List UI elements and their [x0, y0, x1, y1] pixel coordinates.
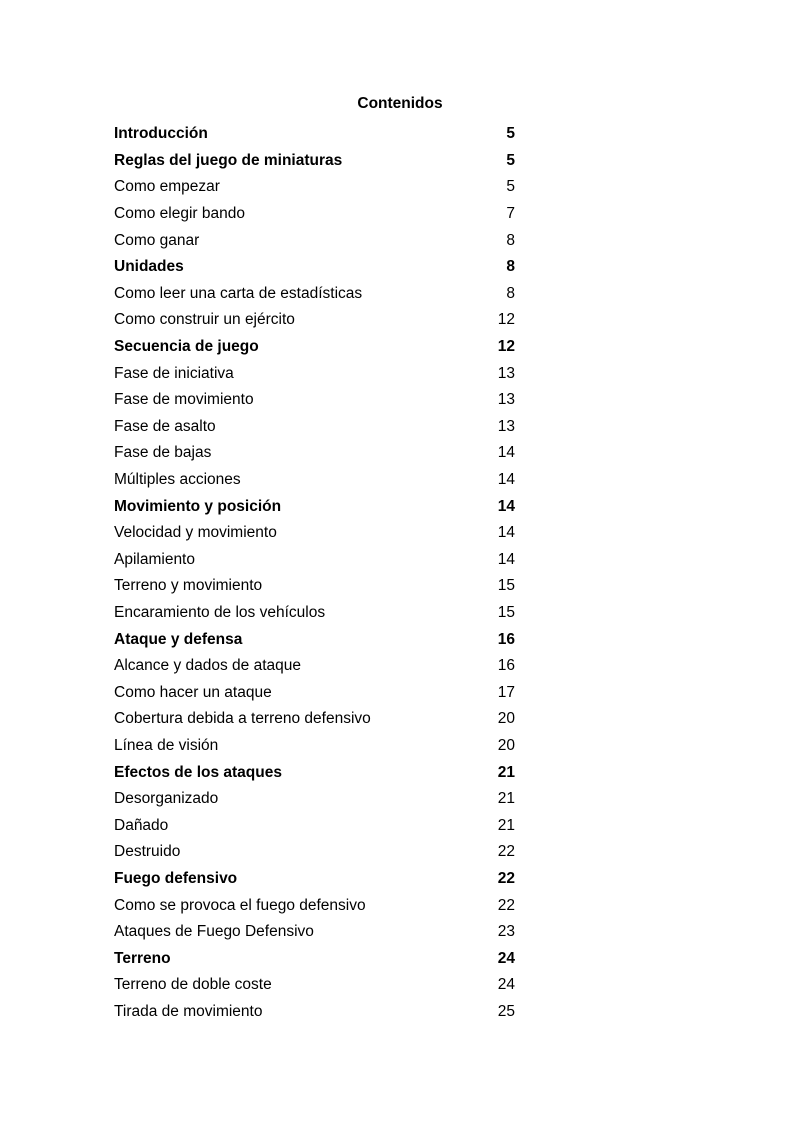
toc-subsection-entry [114, 733, 515, 760]
toc-subsection-entry [114, 307, 515, 334]
toc-section-entry [114, 626, 515, 653]
toc-subsection-entry [114, 547, 515, 574]
toc-subsection-entry [114, 201, 515, 228]
toc-entry-page-number: 14 [497, 471, 515, 489]
toc-section-entry [114, 334, 515, 361]
toc-entry-page-number: 12 [497, 311, 515, 329]
toc-subsection-entry [114, 414, 515, 441]
toc-entry-page-number: 14 [497, 497, 515, 515]
toc-entry-page-number: 17 [497, 683, 515, 701]
toc-entry-page-number: 23 [497, 923, 515, 941]
toc-entry-label: Como elegir bando [114, 205, 245, 223]
toc-subsection-entry [114, 600, 515, 627]
toc-subsection-entry [114, 281, 515, 308]
toc-entry-page-number: 20 [497, 710, 515, 728]
toc-entry-label: Apilamiento [114, 550, 195, 568]
toc-entry-label: Fuego defensivo [114, 869, 238, 887]
toc-section-entry [114, 148, 515, 175]
toc-section-entry [114, 945, 515, 972]
toc-entry-page-number: 22 [497, 896, 515, 914]
toc-entry-label: Secuencia de juego [114, 338, 259, 356]
toc-entry-page-number: 15 [497, 603, 515, 621]
toc-section-entry [114, 866, 515, 893]
toc-entry-page-number: 24 [497, 976, 515, 994]
toc-entry-label: Como se provoca el fuego defensivo [114, 896, 366, 914]
toc-entry-label: Como construir un ejército [114, 311, 295, 329]
toc-entry-page-number: 13 [497, 364, 515, 382]
toc-entry-page-number: 22 [497, 843, 515, 861]
toc-entry-page-number: 5 [506, 178, 515, 196]
toc-subsection-entry [114, 174, 515, 201]
toc-entry-label: Como leer una carta de estadísticas [114, 284, 363, 302]
toc-entry-label: Terreno de doble coste [114, 976, 272, 994]
toc-entry-page-number: 8 [506, 231, 515, 249]
toc-entry-label: Efectos de los ataques [114, 763, 282, 781]
toc-entry-page-number: 16 [497, 657, 515, 675]
toc-entry-label: Desorganizado [114, 790, 219, 808]
toc-subsection-entry [114, 360, 515, 387]
toc-subsection-entry [114, 227, 515, 254]
toc-entry-label: Introducción [114, 125, 208, 143]
toc-entry-page-number: 25 [497, 1002, 515, 1020]
toc-entry-page-number: 16 [497, 630, 515, 648]
toc-entry-label: Terreno y movimiento [114, 577, 263, 595]
toc-entry-label: Fase de bajas [114, 444, 212, 462]
toc-subsection-entry [114, 812, 515, 839]
toc-subsection-entry [114, 999, 515, 1026]
toc-entry-label: Destruido [114, 843, 181, 861]
toc-entry-label: Movimiento y posición [114, 497, 282, 515]
toc-subsection-entry [114, 520, 515, 547]
toc-entry-page-number: 13 [497, 417, 515, 435]
toc-subsection-entry [114, 892, 515, 919]
toc-subsection-entry [114, 919, 515, 946]
toc-entry-page-number: 21 [497, 816, 515, 834]
toc-subsection-entry [114, 653, 515, 680]
toc-entry-page-number: 14 [497, 444, 515, 462]
toc-entry-label: Como hacer un ataque [114, 683, 272, 701]
toc-entry-page-number: 5 [506, 151, 515, 169]
toc-subsection-entry [114, 573, 515, 600]
toc-section-entry [114, 121, 515, 148]
toc-entry-page-number: 24 [497, 949, 515, 967]
toc-entry-page-number: 20 [497, 736, 515, 754]
toc-entry-page-number: 12 [497, 338, 515, 356]
toc-entry-label: Fase de iniciativa [114, 364, 234, 382]
toc-entry-label: Tirada de movimiento [114, 1002, 263, 1020]
toc-entry-label: Como ganar [114, 231, 200, 249]
toc-entry-label: Terreno [114, 949, 171, 967]
toc-entry-label: Reglas del juego de miniaturas [114, 151, 343, 169]
toc-subsection-entry [114, 839, 515, 866]
toc-entry-page-number: 14 [497, 524, 515, 542]
toc-entry-page-number: 13 [497, 391, 515, 409]
toc-entry-page-number: 8 [506, 258, 515, 276]
table-of-contents [114, 121, 515, 1025]
toc-subsection-entry [114, 467, 515, 494]
toc-entry-page-number: 22 [497, 869, 515, 887]
toc-subsection-entry [114, 972, 515, 999]
toc-entry-page-number: 7 [506, 205, 515, 223]
toc-section-entry [114, 254, 515, 281]
toc-entry-label: Fase de asalto [114, 417, 216, 435]
toc-entry-label: Dañado [114, 816, 169, 834]
toc-entry-page-number: 21 [497, 763, 515, 781]
toc-entry-label: Ataques de Fuego Defensivo [114, 923, 314, 941]
toc-entry-label: Alcance y dados de ataque [114, 657, 301, 675]
toc-subsection-entry [114, 706, 515, 733]
toc-entry-label: Unidades [114, 258, 184, 276]
toc-entry-label: Velocidad y movimiento [114, 524, 277, 542]
toc-entry-label: Encaramiento de los vehículos [114, 603, 326, 621]
toc-entry-label: Línea de visión [114, 736, 219, 754]
toc-entry-page-number: 15 [497, 577, 515, 595]
toc-section-entry [114, 759, 515, 786]
toc-subsection-entry [114, 786, 515, 813]
toc-entry-label: Fase de movimiento [114, 391, 254, 409]
toc-entry-label: Múltiples acciones [114, 471, 241, 489]
toc-subsection-entry [114, 679, 515, 706]
toc-entry-page-number: 14 [497, 550, 515, 568]
toc-section-entry [114, 493, 515, 520]
toc-entry-page-number: 5 [506, 125, 515, 143]
page-title: Contenidos [357, 95, 443, 112]
toc-entry-label: Cobertura debida a terreno defensivo [114, 710, 371, 728]
toc-subsection-entry [114, 387, 515, 414]
toc-entry-label: Como empezar [114, 178, 220, 196]
toc-entry-page-number: 8 [506, 284, 515, 302]
toc-entry-page-number: 21 [497, 790, 515, 808]
toc-subsection-entry [114, 440, 515, 467]
toc-entry-label: Ataque y defensa [114, 630, 243, 648]
